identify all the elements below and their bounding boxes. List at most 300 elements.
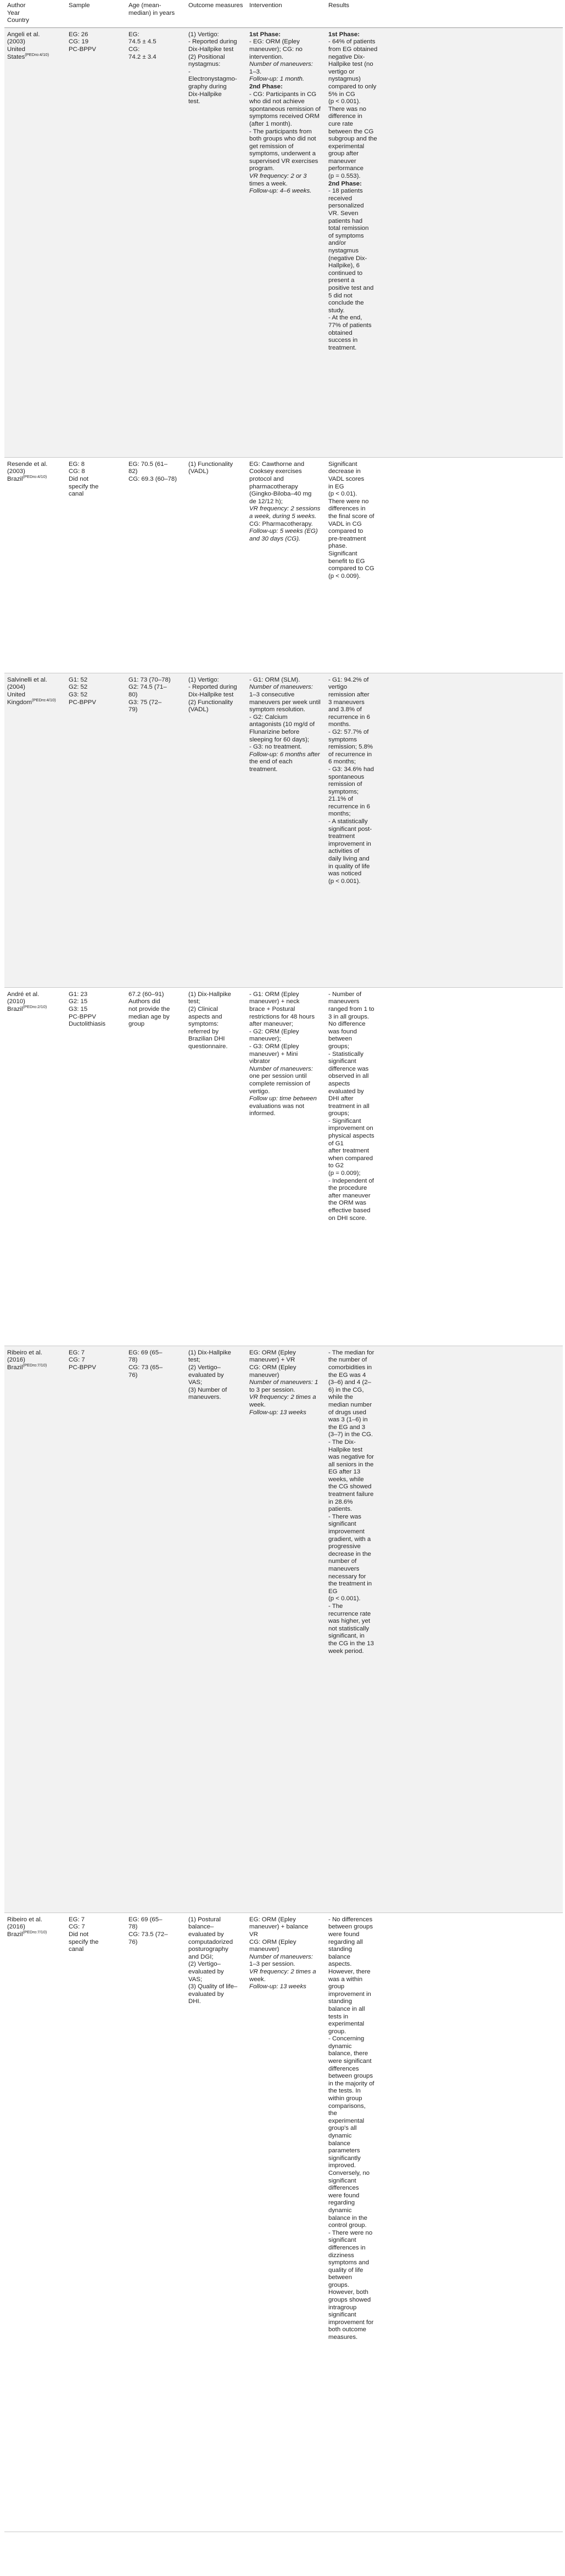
results-line: patients had bbox=[328, 217, 363, 224]
intervention-line: maneuver) + balance bbox=[249, 1923, 309, 1931]
results-line: significant post- bbox=[328, 825, 372, 833]
results-line: However, both bbox=[328, 2289, 368, 2296]
cell-outcome-measures bbox=[186, 673, 247, 987]
results-line: continued to bbox=[328, 269, 363, 277]
age-line: median age by bbox=[128, 1013, 170, 1020]
results-line: group. bbox=[328, 2028, 346, 2035]
age-line: Authors did bbox=[128, 998, 160, 1005]
results-line: treatment. bbox=[328, 344, 357, 351]
results-line: - There were no bbox=[328, 2229, 373, 2236]
author-line: Ribeiro et al. bbox=[7, 1349, 42, 1356]
results-line: present a bbox=[328, 277, 355, 284]
results-line: improvement for bbox=[328, 2319, 374, 2326]
results-line: within group bbox=[328, 2095, 362, 2102]
results-line: between the CG bbox=[328, 128, 374, 135]
intervention-line: Follow-up: 13 weeks bbox=[249, 1983, 306, 1990]
cell-spacer bbox=[404, 1346, 563, 1913]
results-line: decrease in the bbox=[328, 1550, 371, 1557]
outcome-line: evaluated by bbox=[188, 1990, 224, 1998]
results-line: VADL scores bbox=[328, 475, 365, 482]
results-line: compared to bbox=[328, 528, 363, 535]
cell-intervention bbox=[247, 27, 326, 457]
cell-intervention bbox=[247, 1913, 326, 2532]
results-line: recurrence in 6 bbox=[328, 713, 370, 721]
results-line: significant bbox=[328, 1521, 356, 1528]
results-line: after treatment bbox=[328, 1148, 370, 1155]
results-line: parameters bbox=[328, 2147, 360, 2155]
results-line: in the majority of bbox=[328, 2080, 374, 2087]
sample-line: EG: 7 bbox=[69, 1349, 85, 1356]
header-spacer bbox=[404, 1, 563, 27]
cell-results bbox=[326, 673, 404, 987]
header-line: Intervention bbox=[249, 2, 282, 9]
results-line: regarding all bbox=[328, 1938, 363, 1945]
results-line: - The bbox=[328, 1602, 343, 1610]
results-line: balance bbox=[328, 2140, 350, 2147]
cell-results bbox=[326, 987, 404, 1346]
results-line: There were no bbox=[328, 498, 369, 505]
outcome-line: computadorized bbox=[188, 1938, 233, 1945]
outcome-line: evaluated by bbox=[188, 1931, 224, 1938]
cell-intervention bbox=[247, 987, 326, 1346]
intervention-line: - The participants from bbox=[249, 128, 312, 135]
results-line: compared to only bbox=[328, 83, 377, 90]
results-line: tests in bbox=[328, 2013, 349, 2020]
results-line: personalized bbox=[328, 203, 364, 210]
results-line: when compared bbox=[328, 1155, 373, 1162]
pedro-score: (PEDro:4/10) bbox=[23, 474, 47, 480]
intervention-line: - G3: no treatment. bbox=[249, 744, 302, 751]
results-line: were found bbox=[328, 1931, 360, 1938]
cell-spacer bbox=[404, 457, 563, 673]
outcome-line: (1) Functionality bbox=[188, 460, 233, 468]
header-line: median) in years bbox=[128, 9, 175, 16]
results-line: balance bbox=[328, 1953, 350, 1960]
outcome-line: test; bbox=[188, 1357, 200, 1364]
results-line: after maneuver bbox=[328, 1192, 371, 1199]
intervention-line: supervised VR exercises bbox=[249, 158, 318, 165]
results-line: (p = 0.009); bbox=[328, 1170, 361, 1177]
results-line: not statistically bbox=[328, 1625, 370, 1632]
results-line: DHI after bbox=[328, 1095, 354, 1103]
author-line: United bbox=[7, 46, 25, 53]
results-line: subgroup and the bbox=[328, 136, 377, 143]
header-line: Sample bbox=[69, 2, 90, 9]
outcome-line: Dix-Hallpike test bbox=[188, 46, 234, 53]
author-line: Brazil$^{(PEDro:4/10)}$ bbox=[7, 474, 47, 482]
sample-line: G1: 52 bbox=[69, 676, 88, 683]
results-line: quality of life bbox=[328, 2266, 363, 2274]
author-line: Salvinelli et al. bbox=[7, 676, 47, 683]
sample-line: PC-BPPV bbox=[69, 699, 97, 706]
outcome-line: and DGI; bbox=[188, 1953, 214, 1960]
intervention-line: antagonists (10 mg/d of bbox=[249, 721, 315, 728]
age-line: group bbox=[128, 1021, 145, 1028]
outcome-line: test. bbox=[188, 98, 200, 105]
results-line: comorbidities in bbox=[328, 1364, 372, 1371]
results-line: 6) in the CG, bbox=[328, 1386, 364, 1393]
results-line: significantly bbox=[328, 2155, 361, 2162]
intervention-line: EG: ORM (Epley bbox=[249, 1916, 296, 1923]
header-line: Author bbox=[7, 2, 26, 9]
intervention-line: - G2: Calcium bbox=[249, 713, 288, 721]
outcome-line: Brazilian DHI bbox=[188, 1036, 225, 1043]
results-line: physical aspects bbox=[328, 1133, 374, 1140]
intervention-line: maneuvers per week until bbox=[249, 699, 321, 706]
results-line: vertigo bbox=[328, 684, 348, 691]
results-line: symptoms and bbox=[328, 2259, 370, 2266]
outcome-line: questionnaire. bbox=[188, 1043, 228, 1050]
results-line: progressive bbox=[328, 1543, 361, 1550]
results-line: improvement in bbox=[328, 1990, 371, 1998]
cell-outcome-measures bbox=[186, 1913, 247, 2532]
results-line: week period. bbox=[328, 1647, 364, 1655]
sample-line: specify the bbox=[69, 483, 99, 490]
intervention-line: intervention. bbox=[249, 53, 284, 60]
intervention-line: (after 1 month). bbox=[249, 120, 292, 127]
results-line: Significant bbox=[328, 550, 357, 557]
results-line: significant, in bbox=[328, 1633, 365, 1640]
results-line: 77% of patients bbox=[328, 322, 372, 329]
results-line: - G3: 34.6% had bbox=[328, 766, 374, 773]
table-row bbox=[4, 27, 563, 457]
cell-age bbox=[126, 1346, 186, 1913]
intervention-line: maneuver) + neck bbox=[249, 998, 300, 1005]
header-results bbox=[326, 1, 404, 27]
results-line: groups; bbox=[328, 1110, 349, 1117]
author-line: (2016) bbox=[7, 1923, 25, 1931]
age-line: 76) bbox=[128, 1371, 138, 1379]
sample-line: Did not bbox=[69, 475, 89, 482]
intervention-line: restrictions for 48 hours bbox=[249, 1013, 315, 1020]
results-line: aspects bbox=[328, 1080, 350, 1087]
cell-author bbox=[4, 987, 66, 1346]
sample-line: CG: 7 bbox=[69, 1357, 85, 1364]
sample-line: PC-BPPV bbox=[69, 1013, 97, 1020]
results-line: 21.1% of bbox=[328, 796, 353, 803]
outcome-line: evaluated by bbox=[188, 1371, 224, 1379]
age-line: EG: bbox=[128, 31, 139, 38]
intervention-line: one per session until bbox=[249, 1073, 307, 1080]
results-line: Significant bbox=[328, 460, 357, 468]
author-line: Brazil$^{(PEDro:7/10)}$ bbox=[7, 1363, 47, 1371]
results-line: maneuver bbox=[328, 158, 356, 165]
intervention-line: VR frequency: 2 or 3 bbox=[249, 173, 307, 180]
results-line: pre-treatment bbox=[328, 535, 366, 542]
results-line: dizziness bbox=[328, 2252, 354, 2259]
cell-age bbox=[126, 1913, 186, 2532]
cell-intervention bbox=[247, 457, 326, 673]
results-line: the final score of bbox=[328, 513, 374, 520]
intervention-line: sleeping for 60 days); bbox=[249, 736, 309, 743]
intervention-line: treatment. bbox=[249, 766, 278, 773]
outcome-line: Dix-Hallpike bbox=[188, 91, 222, 98]
results-line: decrease in bbox=[328, 468, 361, 475]
results-line: No difference bbox=[328, 1021, 366, 1028]
results-line: all seniors in the bbox=[328, 1461, 374, 1468]
outcome-line: DHI. bbox=[188, 1998, 201, 2005]
results-line: - Independent of bbox=[328, 1177, 374, 1184]
outcome-line: (2) Functionality bbox=[188, 699, 233, 706]
results-line: phase. bbox=[328, 543, 348, 550]
intervention-line: the end of each bbox=[249, 758, 293, 766]
author-line: (2004) bbox=[7, 684, 25, 691]
author-line: United bbox=[7, 691, 25, 698]
results-line: comparisons, bbox=[328, 2102, 366, 2110]
results-line: remission of bbox=[328, 781, 362, 788]
intervention-line: Flunarizine before bbox=[249, 728, 300, 735]
intervention-line: Number of maneuvers: bbox=[249, 61, 313, 68]
results-line: improvement on bbox=[328, 1125, 373, 1132]
sample-line: G2: 52 bbox=[69, 684, 88, 691]
results-line: (p < 0.001). bbox=[328, 98, 361, 105]
results-line: improvement bbox=[328, 1528, 365, 1536]
intervention-line: Cooksey exercises bbox=[249, 468, 302, 475]
intervention-line: - G2: ORM (Epley bbox=[249, 1028, 299, 1035]
sample-line: specify the bbox=[69, 1938, 99, 1945]
intervention-line: times a week. bbox=[249, 180, 288, 187]
results-line: - The median for bbox=[328, 1349, 374, 1356]
author-line: Angeli et al. bbox=[7, 31, 40, 38]
results-line: remission after bbox=[328, 691, 370, 698]
age-line: not provide the bbox=[128, 1005, 170, 1013]
results-line: while the bbox=[328, 1394, 353, 1401]
sample-line: G3: 52 bbox=[69, 691, 88, 698]
outcome-line: (2) Vertigo– bbox=[188, 1961, 221, 1968]
age-line: EG: 69 (65– bbox=[128, 1349, 163, 1356]
results-line: of G1 bbox=[328, 1140, 344, 1147]
outcome-line: (1) Dix-Hallpike bbox=[188, 1349, 231, 1356]
results-line: - A statistically bbox=[328, 818, 368, 825]
intervention-line: 1–3. bbox=[249, 68, 262, 75]
cell-intervention bbox=[247, 673, 326, 987]
cell-sample bbox=[66, 1913, 126, 2532]
results-line: group after bbox=[328, 150, 359, 158]
results-line: and 3.8% of bbox=[328, 706, 362, 713]
results-line: VADL in CG bbox=[328, 520, 362, 527]
intervention-line: Follow-up: 5 weeks (EG) bbox=[249, 528, 318, 535]
sample-line: G3: 15 bbox=[69, 1005, 88, 1013]
results-line: ranged from 1 to bbox=[328, 1005, 374, 1013]
results-line: recurrence in 6 bbox=[328, 803, 370, 810]
results-line: EG bbox=[328, 1588, 338, 1595]
intervention-line: - CG: Participants in CG bbox=[249, 91, 317, 98]
header-age bbox=[126, 1, 186, 27]
table-header bbox=[4, 1, 563, 27]
age-line: CG: 73 (65– bbox=[128, 1364, 163, 1371]
author-line: Brazil$^{(PEDro:7/10)}$ bbox=[7, 1930, 47, 1938]
intervention-line: CG: ORM (Epley bbox=[249, 1938, 297, 1945]
results-line: months. bbox=[328, 721, 351, 728]
results-line: - Number of bbox=[328, 991, 362, 998]
sample-line: EG: 8 bbox=[69, 460, 85, 468]
age-line: G1: 73 (70–78) bbox=[128, 676, 171, 683]
cell-author bbox=[4, 1346, 66, 1913]
intervention-line: informed. bbox=[249, 1110, 276, 1117]
header-line: Results bbox=[328, 2, 349, 9]
intervention-line: get remission of bbox=[249, 143, 294, 150]
outcome-line: VAS; bbox=[188, 1379, 203, 1386]
cell-outcome-measures bbox=[186, 457, 247, 673]
results-line: Hallpike), 6 bbox=[328, 262, 360, 269]
results-line: in 28.6% bbox=[328, 1498, 353, 1505]
results-line: was found bbox=[328, 1028, 357, 1035]
sample-line: EG: 7 bbox=[69, 1916, 85, 1923]
sample-line: CG: 19 bbox=[69, 38, 89, 46]
results-line: balance in the bbox=[328, 2214, 367, 2221]
sample-line: CG: 7 bbox=[69, 1923, 85, 1931]
outcome-line: - Reported during bbox=[188, 38, 237, 46]
intervention-line: spontaneous remission of bbox=[249, 105, 321, 113]
intervention-line: 1st Phase: bbox=[249, 31, 281, 38]
outcome-line: (VADL) bbox=[188, 706, 209, 713]
intervention-line: maneuver) + VR bbox=[249, 1357, 295, 1364]
results-line: - At the end, bbox=[328, 314, 362, 322]
outcome-line: (1) Vertigo: bbox=[188, 31, 219, 38]
results-line: (p = 0.553). bbox=[328, 173, 361, 180]
outcome-line: referred by bbox=[188, 1028, 219, 1035]
results-line: treatment failure bbox=[328, 1491, 374, 1498]
intervention-line: a week, during 5 weeks. bbox=[249, 513, 317, 520]
outcome-line: test; bbox=[188, 998, 200, 1005]
results-line: maneuvers bbox=[328, 1566, 360, 1572]
sample-line: G1: 23 bbox=[69, 991, 88, 998]
outcome-line: (2) Vertigo– bbox=[188, 1364, 221, 1371]
results-line: 3 maneuvers bbox=[328, 699, 365, 706]
results-line: 5 did not bbox=[328, 292, 353, 299]
intervention-line: maneuver); bbox=[249, 1036, 281, 1043]
results-line: improved. bbox=[328, 2162, 356, 2169]
intervention-line: - EG: ORM (Epley bbox=[249, 38, 300, 46]
results-line: 6 months; bbox=[328, 758, 356, 766]
results-line: balance in all bbox=[328, 2005, 365, 2012]
results-line: differences bbox=[328, 2065, 359, 2072]
outcome-line: - bbox=[188, 68, 191, 75]
table-row bbox=[4, 457, 563, 673]
outcome-line: Dix-Hallpike test bbox=[188, 691, 234, 698]
intervention-line: EG: Cawthorne and bbox=[249, 460, 305, 468]
results-line: difference was bbox=[328, 1065, 369, 1072]
outcome-line: (2) Positional bbox=[188, 53, 225, 60]
results-line: standing bbox=[328, 1946, 353, 1953]
results-line: evaluated by bbox=[328, 1088, 364, 1095]
intervention-line: after maneuver; bbox=[249, 1021, 293, 1028]
intervention-line: - G1: ORM (SLM). bbox=[249, 676, 300, 683]
results-line: symptoms bbox=[328, 736, 357, 743]
results-line: the CG showed bbox=[328, 1483, 372, 1491]
pedro-score: (PEDro:4/10) bbox=[31, 697, 56, 702]
intervention-line: brace + Postural bbox=[249, 1005, 295, 1013]
intervention-line: maneuver); CG: no bbox=[249, 46, 303, 53]
results-line: success in bbox=[328, 337, 358, 344]
results-line: daily living and bbox=[328, 856, 370, 863]
results-line: intragroup bbox=[328, 2304, 357, 2311]
header-outcome-measures bbox=[186, 1, 247, 27]
age-line: G3: 75 (72– bbox=[128, 699, 162, 706]
outcome-line: nystagmus: bbox=[188, 61, 221, 68]
results-line: differences in bbox=[328, 505, 366, 513]
results-line: was negative for bbox=[328, 1454, 374, 1461]
intervention-line: Number of maneuvers: bbox=[249, 1953, 313, 1960]
outcome-line: (1) Postural bbox=[188, 1916, 221, 1923]
results-line: to G2 bbox=[328, 1162, 344, 1169]
results-line: the tests. In bbox=[328, 2088, 361, 2095]
header-line: Country bbox=[7, 17, 29, 24]
results-line: significant bbox=[328, 2237, 356, 2244]
results-line: positive test and bbox=[328, 284, 374, 291]
results-line: were significant bbox=[328, 2058, 372, 2065]
cell-results bbox=[326, 1346, 404, 1913]
results-line: nystagmus bbox=[328, 248, 359, 254]
results-line: months; bbox=[328, 811, 351, 818]
intervention-line: protocol and bbox=[249, 475, 284, 482]
age-line: CG: bbox=[128, 46, 140, 53]
cell-outcome-measures bbox=[186, 1346, 247, 1913]
outcome-line: VAS; bbox=[188, 1976, 203, 1983]
outcome-line: Electronystagmo- bbox=[188, 76, 237, 83]
intervention-line: maneuver) bbox=[249, 1371, 279, 1379]
cell-spacer bbox=[404, 673, 563, 987]
results-line: maneuvers bbox=[328, 998, 360, 1005]
header-line: Year bbox=[7, 9, 20, 16]
results-line: dynamic bbox=[328, 2133, 352, 2139]
header-sample bbox=[66, 1, 126, 27]
results-line: conclude the bbox=[328, 300, 364, 307]
intervention-line: CG: Pharmacotherapy. bbox=[249, 520, 313, 527]
age-line: 67.2 (60–91) bbox=[128, 991, 164, 998]
intervention-line: 1–3 per session. bbox=[249, 1961, 295, 1968]
cell-sample bbox=[66, 987, 126, 1346]
intervention-line: maneuver) + Mini bbox=[249, 1050, 298, 1058]
header-line: Outcome measures bbox=[188, 2, 243, 9]
age-line: G2: 74.5 (71– bbox=[128, 684, 167, 691]
results-line: significant bbox=[328, 2177, 356, 2184]
table-row bbox=[4, 1346, 563, 1913]
cell-outcome-measures bbox=[186, 27, 247, 457]
results-line: - Concerning bbox=[328, 2035, 365, 2043]
cell-age bbox=[126, 457, 186, 673]
results-line: both outcome bbox=[328, 2326, 367, 2333]
results-line: the number of bbox=[328, 1357, 367, 1364]
results-line: in quality of life bbox=[328, 863, 370, 870]
intervention-line: VR frequency: 2 times a bbox=[249, 1968, 316, 1975]
pedro-score: (PEDro:7/10) bbox=[23, 1363, 47, 1368]
outcome-line: graphy during bbox=[188, 83, 227, 90]
results-line: of symptoms bbox=[328, 232, 364, 239]
results-line: total remission bbox=[328, 225, 369, 232]
age-line: EG: 69 (65– bbox=[128, 1916, 163, 1923]
sample-line: canal bbox=[69, 1946, 84, 1953]
outcome-line: posturography bbox=[188, 1946, 228, 1953]
results-line: weeks, while bbox=[328, 1476, 364, 1483]
age-line: 82) bbox=[128, 468, 138, 475]
intervention-line: Number of maneuvers: bbox=[249, 1065, 313, 1072]
cell-outcome-measures bbox=[186, 987, 247, 1346]
results-line: received bbox=[328, 195, 353, 202]
results-line: experimental bbox=[328, 2021, 365, 2028]
results-line: difference in bbox=[328, 113, 362, 120]
results-line: (p < 0.01). bbox=[328, 491, 357, 498]
sample-line: canal bbox=[69, 491, 84, 498]
age-line: EG: 70.5 (61– bbox=[128, 460, 167, 468]
results-line: - The Dix- bbox=[328, 1438, 356, 1446]
intervention-line: symptoms, underwent a bbox=[249, 150, 316, 158]
age-line: 79) bbox=[128, 706, 138, 713]
header-line: Age (mean- bbox=[128, 2, 161, 9]
intervention-line: evaluations was not bbox=[249, 1103, 305, 1110]
age-line: 80) bbox=[128, 691, 138, 698]
results-line: the CG in the 13 bbox=[328, 1640, 374, 1647]
